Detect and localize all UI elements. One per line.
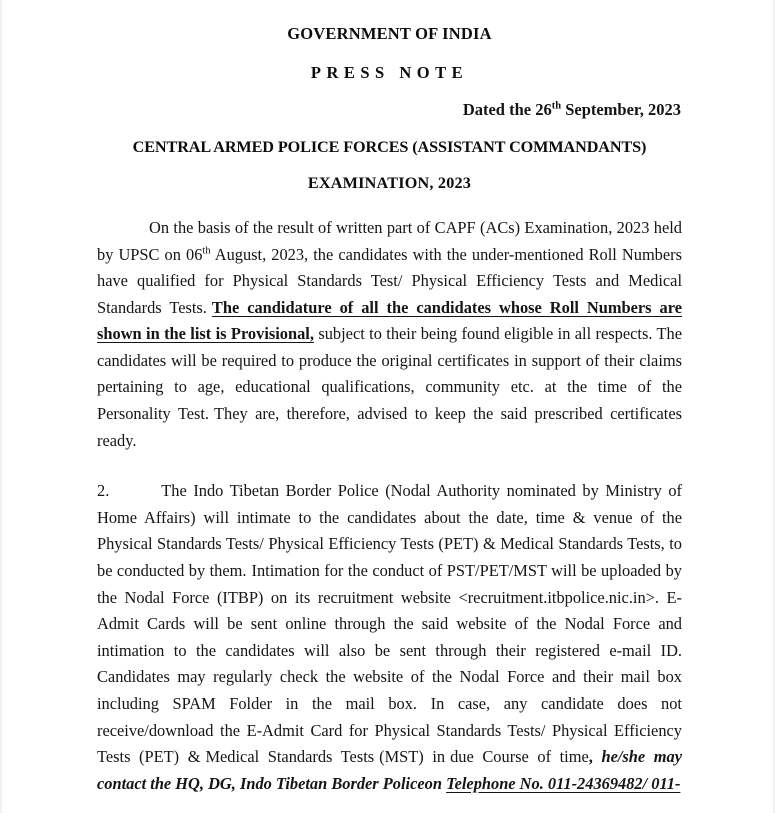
para2-contact-instruction: he/she may contact the HQ, DG, Indo Tibetan Border Policeon: [97, 747, 682, 793]
exam-title-line-1: CENTRAL ARMED POLICE FORCES (ASSISTANT COMMANDANTS): [132, 137, 647, 156]
dated-suffix: September, 2023: [561, 100, 681, 119]
para2-segment-4: (MST) in: [379, 747, 446, 767]
para2-bold-comma: ,: [588, 747, 593, 767]
para1-segment-1: On the basis of the result of written part of CAPF (ACs) Examination, 2023 held by UPSC on 06: [97, 217, 682, 264]
document-content: [97, 0, 682, 797]
dated-ordinal-suffix: th: [551, 100, 562, 112]
para2-segment-2: Intimation for the conduct of PST/PET/MST will be uploaded by the Nodal Force (ITBP) on its recruitment website <recruitment.itbpolice.nic.in>. E-Admit Cards will be sent online through the said website of the Nodal Force and intimation to the candidates will also be sent through their registered e-mail ID. Candidates may regularly check the website of the Nodal Force and their mail box including SPAM Folder in the mail box. In case, any candidate does not receive/download the E-Admit Card for Physical Standards Tests/ Physical Efficiency Tests (PET) &: [97, 561, 682, 767]
paragraph-two: [97, 478, 682, 797]
para2-segment-3: Medical Standards Tests: [205, 747, 375, 767]
para2-segment-1: The Indo Tibetan Border Police (Nodal Authority nominated by Ministry of Home Affairs) will intimate to the candidates about the date, time & venue of the Physical Standards Tests/ Physical Efficiency Tests (PET) & Medical Standards Tests, to be conducted by them.: [97, 481, 682, 581]
para2-number: 2.: [97, 481, 110, 501]
dated-prefix: Dated the 26: [462, 100, 552, 119]
exam-title-line-2: EXAMINATION, 2023: [307, 173, 472, 192]
para1-ordinal-suffix: th: [202, 245, 211, 257]
press-note-heading: PRESS NOTE: [310, 62, 469, 82]
para2-telephone-number: Telephone No. 011-24369482/ 011-: [446, 773, 681, 793]
para1-provisional-notice: The candidature of all the candidates whose Roll Numbers are shown in the list is Provisional,: [97, 297, 682, 344]
para2-segment-5: due Course of time: [450, 747, 589, 767]
para1-segment-2: August, 2023, the candidates with the under-mentioned Roll Numbers have qualified for Physical Standards Test/ Physical Efficiency Tests and Medical Standards Tests.: [97, 244, 682, 317]
dated-line: [97, 102, 682, 119]
government-of-india-heading: GOVERNMENT OF INDIA: [287, 24, 492, 43]
para1-segment-5: They are, therefore, advised to keep the said prescribed certificates ready.: [97, 404, 682, 450]
para1-segment-4: subject to their being found eligible in all respects. The candidates will be required to produce the original certificates in support of their claims pertaining to age, educational qualifications, community etc. at the time of the Personality Test.: [97, 324, 682, 424]
paragraph-one: [97, 215, 682, 454]
